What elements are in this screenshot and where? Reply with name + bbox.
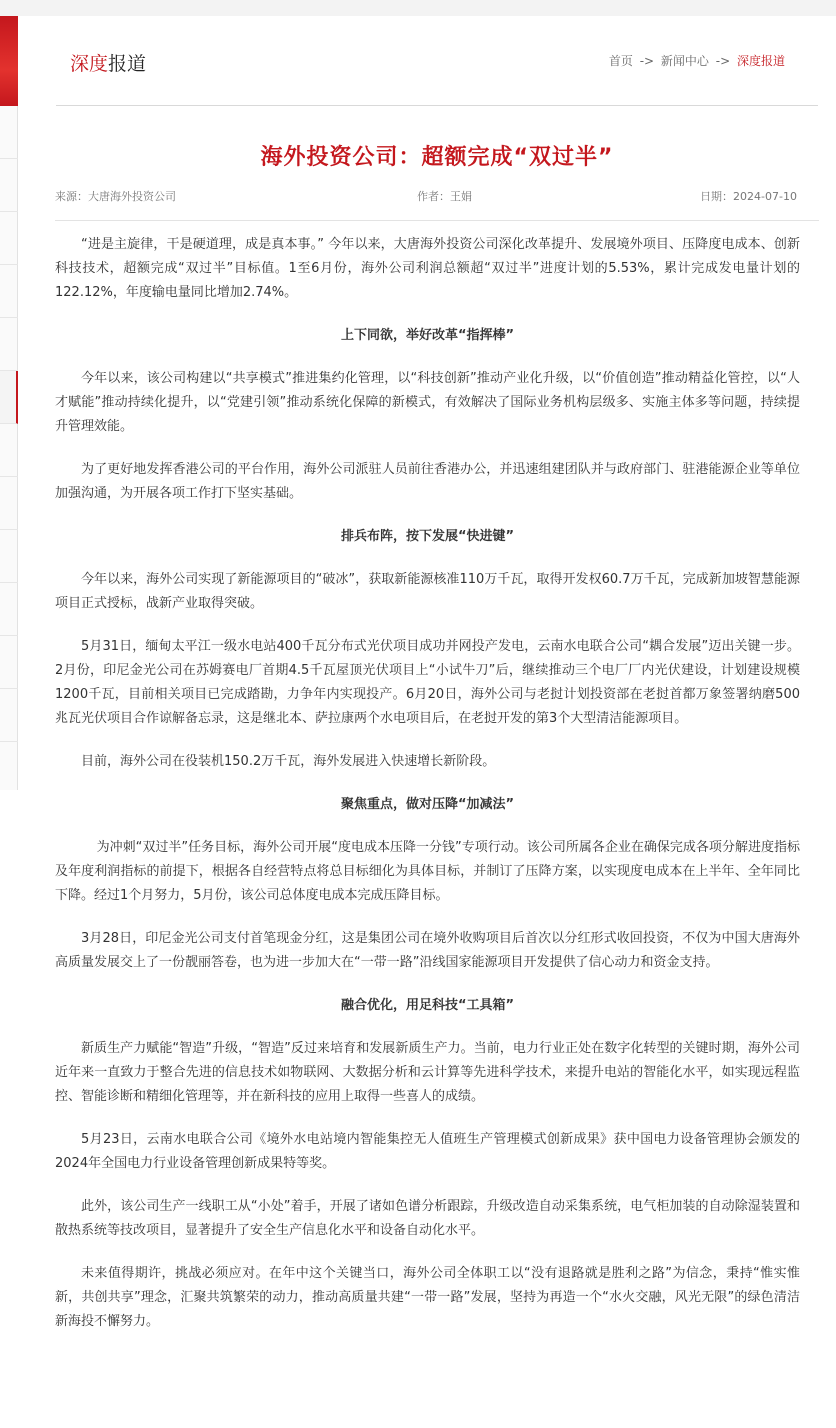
section-title-accent: 深度 bbox=[70, 53, 109, 75]
sidebar-item[interactable] bbox=[0, 530, 18, 583]
subheading: 排兵布阵，按下发展“快进键” bbox=[340, 529, 515, 544]
sidebar-item[interactable] bbox=[0, 106, 18, 159]
section-header bbox=[18, 16, 818, 106]
sidebar-item[interactable] bbox=[0, 689, 18, 742]
article-body bbox=[55, 233, 800, 1353]
sidebar-item[interactable] bbox=[0, 424, 18, 477]
sidebar-item[interactable] bbox=[0, 265, 18, 318]
paragraph: 未来值得期许，挑战必须应对。在年中这个关键当口，海外公司全体职工以“没有退路就是胜利之路”为信念，秉持“惟实惟新，共创共享”理念，汇聚共筑繁荣的动力，推动高质量共建“一带一路”发展，坚持为再造一个“水火交融，风光无限”的绿色清洁新海投不懈努力。 bbox=[55, 1266, 800, 1329]
article-source: 来源：大唐海外投资公司 bbox=[55, 190, 176, 203]
breadcrumb-news[interactable]: 新闻中心 bbox=[660, 54, 709, 68]
breadcrumb-separator: -> bbox=[715, 54, 731, 68]
paragraph: 5月31日，缅甸太平江一级水电站400千瓦分布式光伏项目成功并网投产发电，云南水电联合公司“耦合发展”迈出关键一步。2月份，印尼金光公司在苏姆赛电厂首期4.5千瓦屋顶光伏项目上“小试牛刀”后，继续推动三个电厂厂内光伏建设，计划建设规模1200千瓦，目前相关项目已完成踏勘，力争年内实现投产。6月20日，海外公司与老挝计划投资部在老挝首都万象签署纳磨500兆瓦光伏项目合作谅解备忘录，这是继北本、萨拉康两个水电项目后，在老挝开发的第3个大型清洁能源项目。 bbox=[55, 639, 800, 726]
paragraph: 此外，该公司生产一线职工从“小处”着手，开展了诸如色谱分析跟踪，升级改造自动采集系统，电气柜加装的自动除湿装置和散热系统等技改项目，显著提升了安全生产信息化水平和设备自动化水平。 bbox=[55, 1199, 800, 1238]
sidebar-item[interactable] bbox=[0, 636, 18, 689]
paragraph: 为冲刺“双过半”任务目标，海外公司开展“度电成本压降一分钱”专项行动。该公司所属各企业在确保完成各项分解进度指标及年度利润指标的前提下，根据各自经营特点将总目标细化为具体目标，并制订了压降方案，以实现度电成本在上半年、全年同比下降。经过1个月努力，5月份，该公司总体度电成本完成压降目标。 bbox=[55, 840, 800, 903]
section-title bbox=[70, 49, 146, 76]
subheading: 融合优化，用足科技“工具箱” bbox=[340, 998, 515, 1013]
sidebar-item-active[interactable] bbox=[0, 371, 18, 424]
sidebar-banner bbox=[0, 16, 18, 106]
sidebar-item[interactable] bbox=[0, 318, 18, 371]
article-author: 作者：王娟 bbox=[417, 190, 472, 203]
sidebar-item[interactable] bbox=[0, 583, 18, 636]
breadcrumb-separator: -> bbox=[639, 54, 655, 68]
paragraph: 今年以来，该公司构建以“共享模式”推进集约化管理，以“科技创新”推动产业化升级，以“价值创造”推动精益化管控，以“人才赋能”推动持续化提升，以“党建引领”推动系统化保障的新模式，有效解决了国际业务机构层级多、实施主体多等问题，持续提升管理效能。 bbox=[55, 371, 800, 434]
paragraph: 3月28日，印尼金光公司支付首笔现金分红，这是集团公司在境外收购项目后首次以分红形式收回投资，不仅为中国大唐海外高质量发展交上了一份靓丽答卷，也为进一步加大在“一带一路”沿线国家能源项目开发提供了信心动力和资金支持。 bbox=[55, 931, 800, 970]
breadcrumb bbox=[609, 52, 785, 69]
subheading: 上下同欲，举好改革“指挥棒” bbox=[340, 328, 515, 343]
breadcrumb-home[interactable]: 首页 bbox=[608, 54, 633, 68]
paragraph: 今年以来，海外公司实现了新能源项目的“破冰”，获取新能源核准110万千瓦，取得开发权60.7万千瓦，完成新加坡智慧能源项目正式授标，战新产业取得突破。 bbox=[55, 572, 800, 611]
article-date: 日期：2024-07-10 bbox=[700, 190, 797, 203]
section-title-rest: 报道 bbox=[108, 53, 147, 75]
header-divider bbox=[56, 105, 818, 106]
sidebar-item[interactable] bbox=[0, 159, 18, 212]
sidebar-item[interactable] bbox=[0, 212, 18, 265]
sidebar-item[interactable] bbox=[0, 477, 18, 530]
paragraph: 目前，海外公司在役装机150.2万千瓦，海外发展进入快速增长新阶段。 bbox=[81, 754, 496, 769]
paragraph: 新质生产力赋能“智造”升级，“智造”反过来培育和发展新质生产力。当前，电力行业正处在数字化转型的关键时期，海外公司近年来一直致力于整合先进的信息技术如物联网、大数据分析和云计算等先进科学技术，来提升电站的智能化水平，如实现远程监控、智能诊断和精细化管理等，并在新科技的应用上取得一些喜人的成绩。 bbox=[55, 1041, 800, 1104]
breadcrumb-current[interactable]: 深度报道 bbox=[736, 54, 785, 68]
paragraph: “进是主旋律，干是硬道理，成是真本事。” 今年以来，大唐海外投资公司深化改革提升、发展境外项目、压降度电成本、创新科技技术，超额完成“双过半”目标值。1至6月份，海外公司利润总额超“双过半”进度计划的5.53%，累计完成发电量计划的122.12%，年度输电量同比增加2.74%。 bbox=[55, 237, 800, 300]
top-bar bbox=[0, 0, 836, 16]
article-title: 海外投资公司：超额完成“双过半” bbox=[260, 145, 614, 170]
sidebar bbox=[0, 16, 18, 790]
paragraph: 5月23日，云南水电联合公司《境外水电站境内智能集控无人值班生产管理模式创新成果》获中国电力设备管理协会颁发的2024年全国电力行业设备管理创新成果特等奖。 bbox=[55, 1132, 800, 1171]
subheading: 聚焦重点，做对压降“加减法” bbox=[340, 797, 515, 812]
article-meta bbox=[55, 188, 799, 204]
paragraph: 为了更好地发挥香港公司的平台作用，海外公司派驻人员前往香港办公，并迅速组建团队并与政府部门、驻港能源企业等单位加强沟通，为开展各项工作打下坚实基础。 bbox=[55, 462, 800, 501]
meta-divider bbox=[55, 220, 819, 221]
